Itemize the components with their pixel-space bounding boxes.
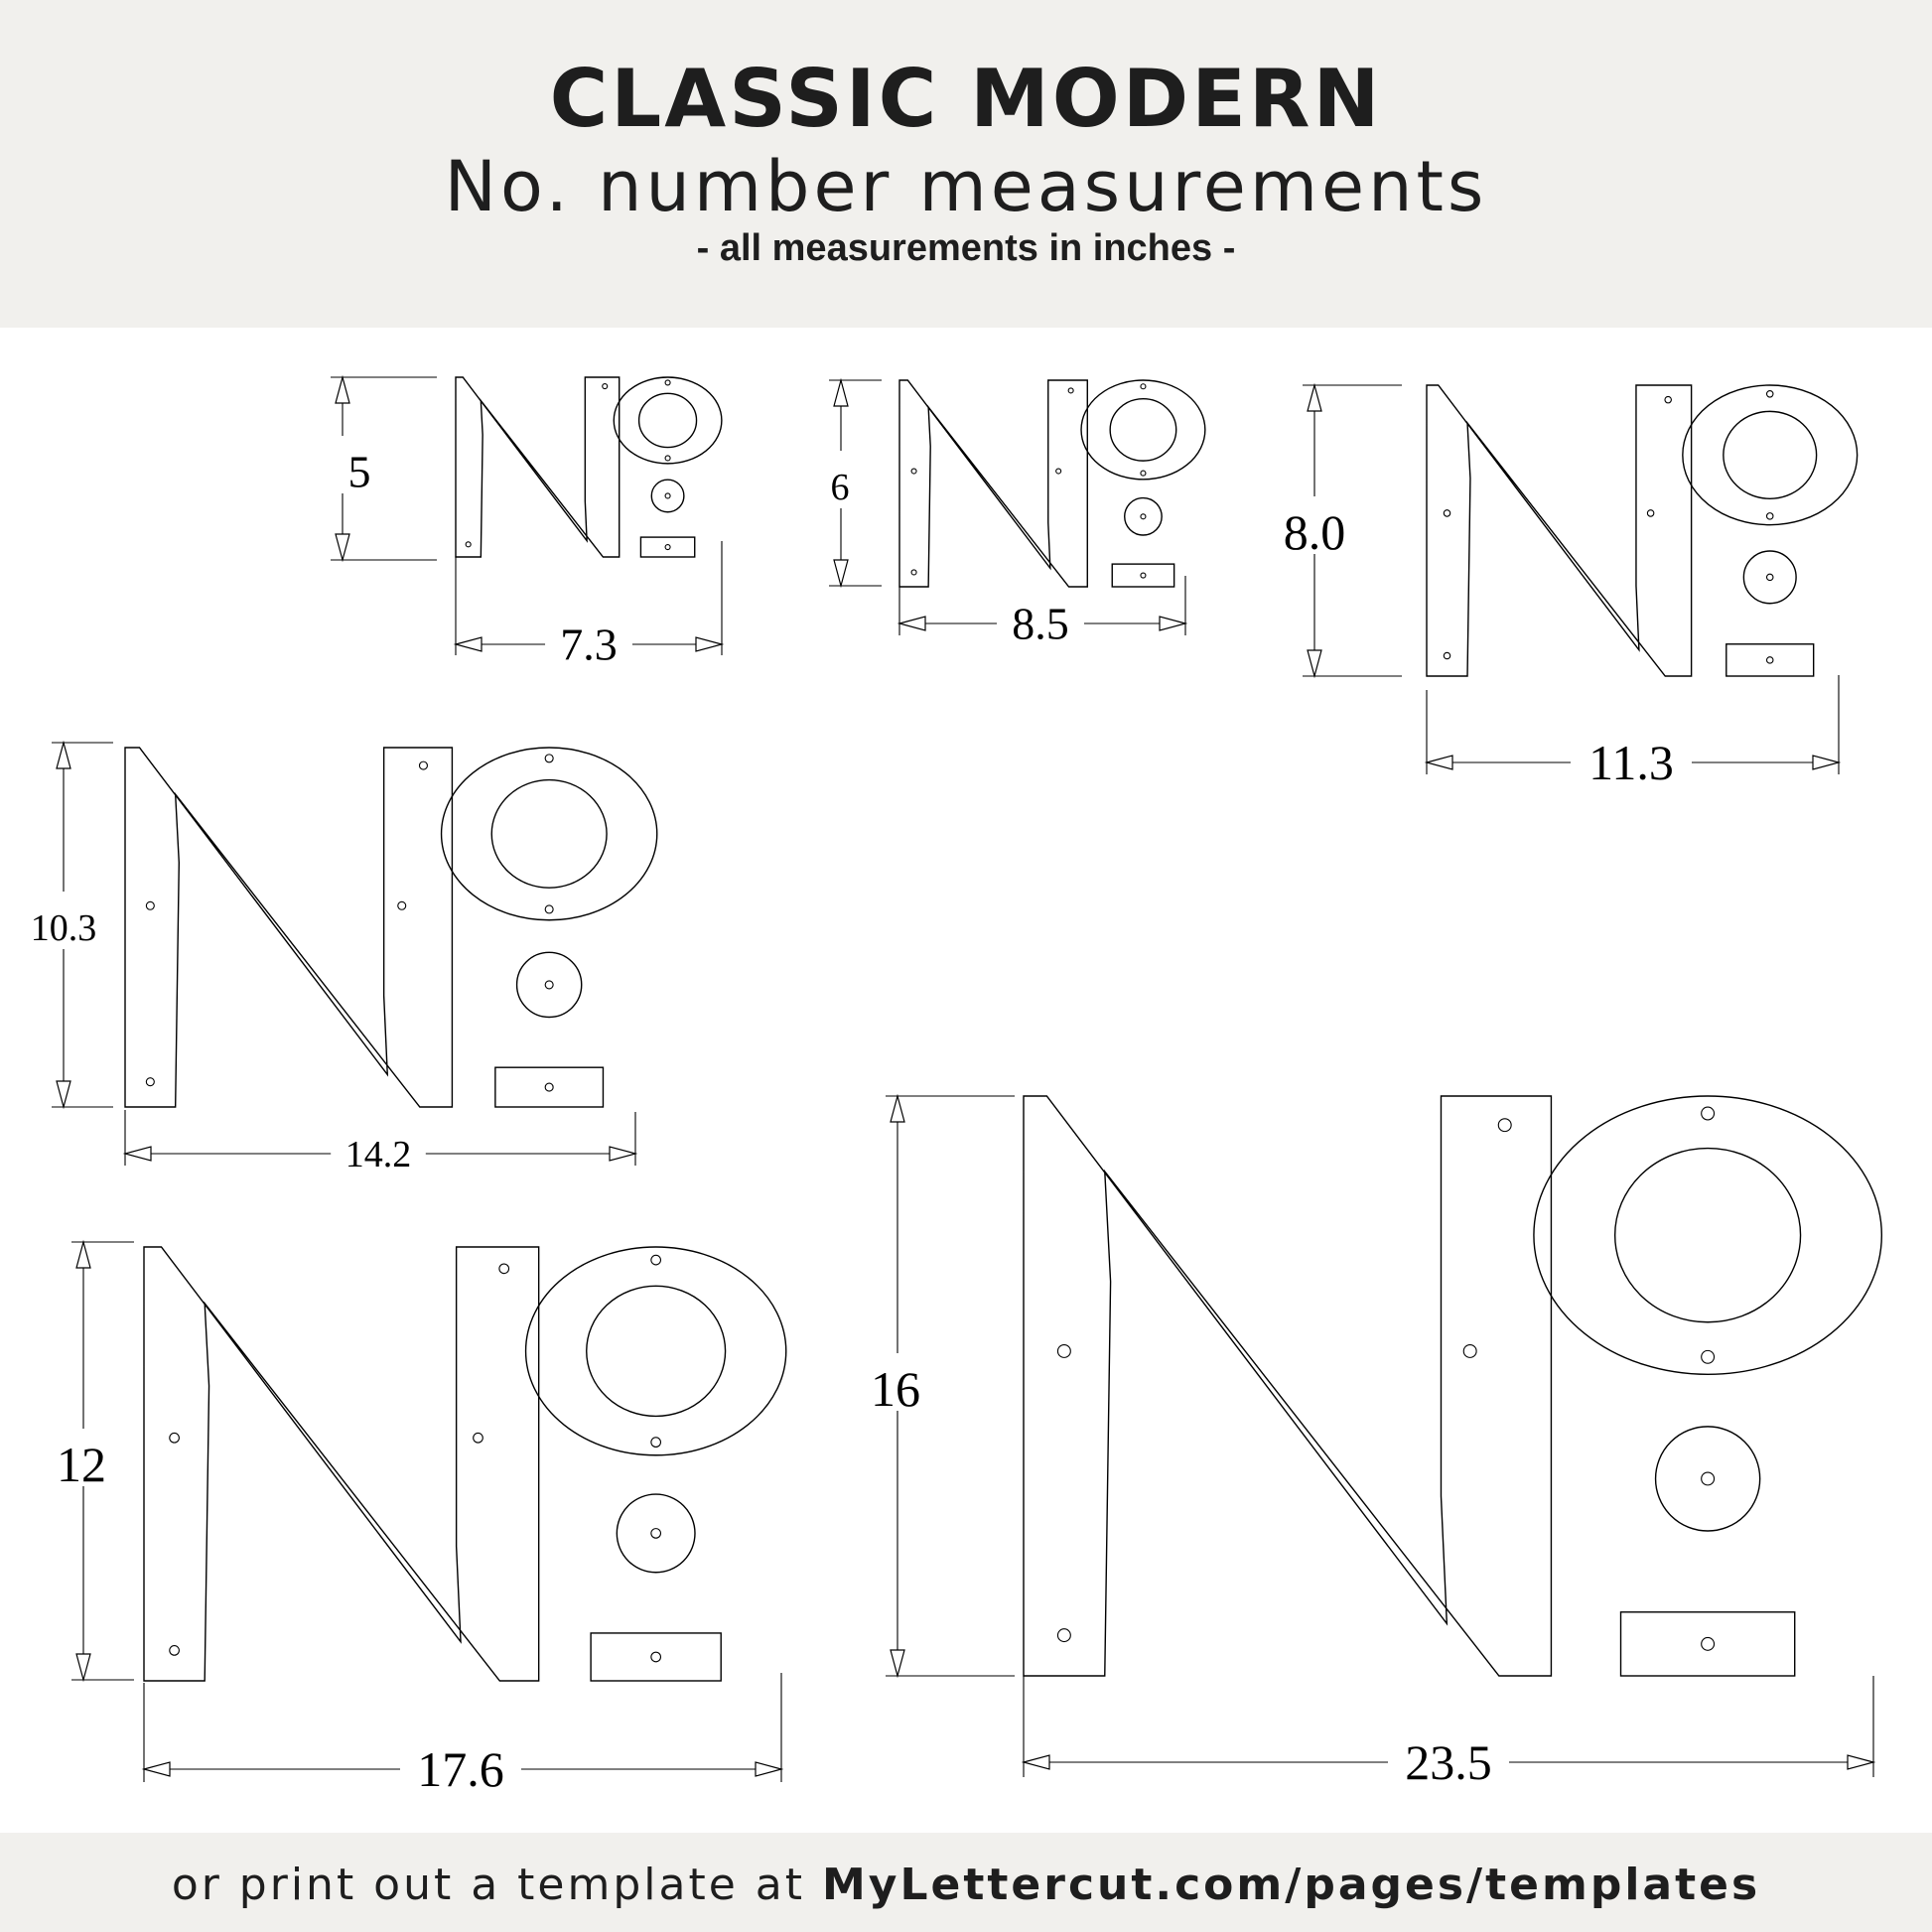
dimension-arrowhead — [125, 1147, 151, 1161]
dimension-arrowhead — [834, 380, 848, 406]
no-figure-3 — [1284, 385, 1858, 790]
dot-disc — [1125, 498, 1162, 535]
o-ring-outer — [1081, 380, 1205, 480]
mounting-hole — [1767, 391, 1773, 397]
dimension-arrowhead — [1024, 1755, 1049, 1769]
mounting-hole — [665, 545, 670, 550]
mounting-hole — [170, 1433, 180, 1443]
height-label: 6 — [830, 466, 850, 508]
height-label: 12 — [57, 1437, 106, 1492]
mounting-hole — [651, 1438, 661, 1448]
letter-n-outline — [125, 748, 452, 1107]
dimension-arrowhead — [76, 1242, 90, 1268]
mounting-hole — [545, 755, 553, 762]
mounting-hole — [911, 570, 916, 575]
letter-n-outline — [456, 377, 620, 557]
width-label: 7.3 — [560, 619, 618, 670]
mounting-hole — [1767, 513, 1773, 519]
no-figure-6 — [871, 1096, 1881, 1790]
dimension-arrowhead — [696, 637, 722, 651]
mounting-hole — [545, 905, 553, 913]
dimension-arrowhead — [834, 560, 848, 586]
dimension-arrowhead — [756, 1762, 781, 1776]
mounting-hole — [911, 469, 916, 474]
dot-disc — [1743, 551, 1796, 604]
mounting-hole — [651, 1255, 661, 1265]
footer-prefix: or print out a template at — [171, 1860, 822, 1910]
underline-bar — [495, 1067, 604, 1107]
o-ring-inner — [1615, 1149, 1801, 1322]
dot-disc — [617, 1494, 695, 1573]
underline-bar — [1112, 564, 1173, 587]
dimension-arrowhead — [1160, 617, 1185, 630]
mounting-hole — [1665, 396, 1671, 402]
dot-disc — [1656, 1427, 1760, 1531]
mounting-hole — [1498, 1119, 1511, 1132]
mounting-hole — [1141, 471, 1146, 476]
mounting-hole — [170, 1646, 180, 1656]
dimension-arrowhead — [1848, 1755, 1873, 1769]
page-title: CLASSIC MODERN — [549, 53, 1383, 145]
mounting-hole — [1702, 1107, 1715, 1120]
dimension-arrowhead — [891, 1650, 904, 1676]
mounting-hole — [146, 1078, 154, 1086]
letter-n-outline — [1024, 1096, 1551, 1676]
dimension-arrowhead — [76, 1654, 90, 1680]
o-ring-outer — [614, 377, 722, 464]
dimension-arrowhead — [57, 743, 70, 768]
dimension-arrowhead — [1308, 385, 1321, 411]
mounting-hole — [1702, 1472, 1715, 1485]
letter-n-outline — [1427, 385, 1692, 676]
o-ring-inner — [587, 1286, 726, 1416]
mounting-hole — [1463, 1345, 1476, 1358]
mounting-hole — [665, 456, 670, 461]
mounting-hole — [1702, 1350, 1715, 1363]
no-figure-4 — [31, 743, 657, 1175]
dimension-arrowhead — [891, 1096, 904, 1122]
mounting-hole — [1056, 469, 1061, 474]
mounting-hole — [545, 981, 553, 989]
width-label: 8.5 — [1012, 598, 1069, 649]
dot-disc — [651, 480, 684, 512]
o-ring-outer — [526, 1247, 786, 1455]
o-ring-inner — [1724, 411, 1817, 498]
mounting-hole — [499, 1264, 509, 1274]
mounting-hole — [1057, 1629, 1070, 1642]
no-figure-2 — [829, 380, 1205, 649]
dimension-arrowhead — [336, 534, 349, 560]
underline-bar — [1621, 1612, 1795, 1676]
page-subtitle: No. number measurements — [444, 146, 1488, 227]
mounting-hole — [419, 761, 427, 769]
o-ring-inner — [1110, 399, 1176, 461]
footer-text — [0, 1859, 1932, 1912]
mounting-hole — [1141, 514, 1146, 519]
mounting-hole — [1057, 1345, 1070, 1358]
mounting-hole — [466, 542, 471, 547]
mounting-hole — [146, 901, 154, 909]
mounting-hole — [1141, 384, 1146, 389]
width-label: 14.2 — [345, 1133, 412, 1175]
dimension-arrowhead — [456, 637, 482, 651]
letter-n-outline — [899, 380, 1087, 587]
o-ring-outer — [1683, 385, 1858, 525]
mounting-hole — [1647, 510, 1653, 516]
units-note: - all measurements in inches - — [696, 227, 1236, 269]
mounting-hole — [1444, 652, 1449, 658]
footer-band — [0, 1833, 1932, 1932]
letter-n-outline — [144, 1247, 539, 1681]
no-figure-1 — [331, 377, 722, 670]
mounting-hole — [1141, 573, 1146, 578]
o-ring-outer — [442, 748, 657, 920]
mounting-hole — [1702, 1637, 1715, 1650]
width-label: 23.5 — [1405, 1734, 1492, 1790]
footer-url-link[interactable]: MyLettercut.com/pages/templates — [821, 1860, 1761, 1910]
dimension-arrowhead — [336, 377, 349, 403]
mounting-hole — [1767, 657, 1773, 663]
dimension-arrowhead — [1308, 650, 1321, 676]
no-figure-5 — [57, 1242, 786, 1797]
mounting-hole — [398, 901, 406, 909]
dimension-arrowhead — [144, 1762, 170, 1776]
height-label: 8.0 — [1283, 504, 1346, 560]
dimension-arrowhead — [610, 1147, 635, 1161]
dot-disc — [517, 952, 582, 1017]
mounting-hole — [665, 493, 670, 498]
mounting-hole — [1444, 510, 1449, 516]
o-ring-inner — [639, 393, 697, 447]
dimension-arrowhead — [1813, 756, 1839, 769]
o-ring-outer — [1534, 1096, 1881, 1374]
width-label: 17.6 — [417, 1741, 504, 1797]
underline-bar — [640, 537, 694, 557]
mounting-hole — [474, 1433, 483, 1443]
mounting-hole — [651, 1529, 661, 1539]
height-label: 5 — [347, 446, 371, 497]
width-label: 11.3 — [1588, 735, 1674, 790]
height-label: 16 — [871, 1361, 920, 1417]
dimension-arrowhead — [899, 617, 925, 630]
dimension-arrowhead — [1427, 756, 1452, 769]
height-label: 10.3 — [30, 906, 97, 949]
dimension-arrowhead — [57, 1081, 70, 1107]
mounting-hole — [1068, 388, 1073, 393]
o-ring-inner — [491, 780, 607, 889]
underline-bar — [1726, 644, 1814, 676]
mounting-hole — [651, 1652, 661, 1662]
underline-bar — [591, 1633, 721, 1681]
mounting-hole — [665, 380, 670, 385]
mounting-hole — [1767, 574, 1773, 580]
mounting-hole — [545, 1083, 553, 1091]
mounting-hole — [603, 384, 608, 389]
